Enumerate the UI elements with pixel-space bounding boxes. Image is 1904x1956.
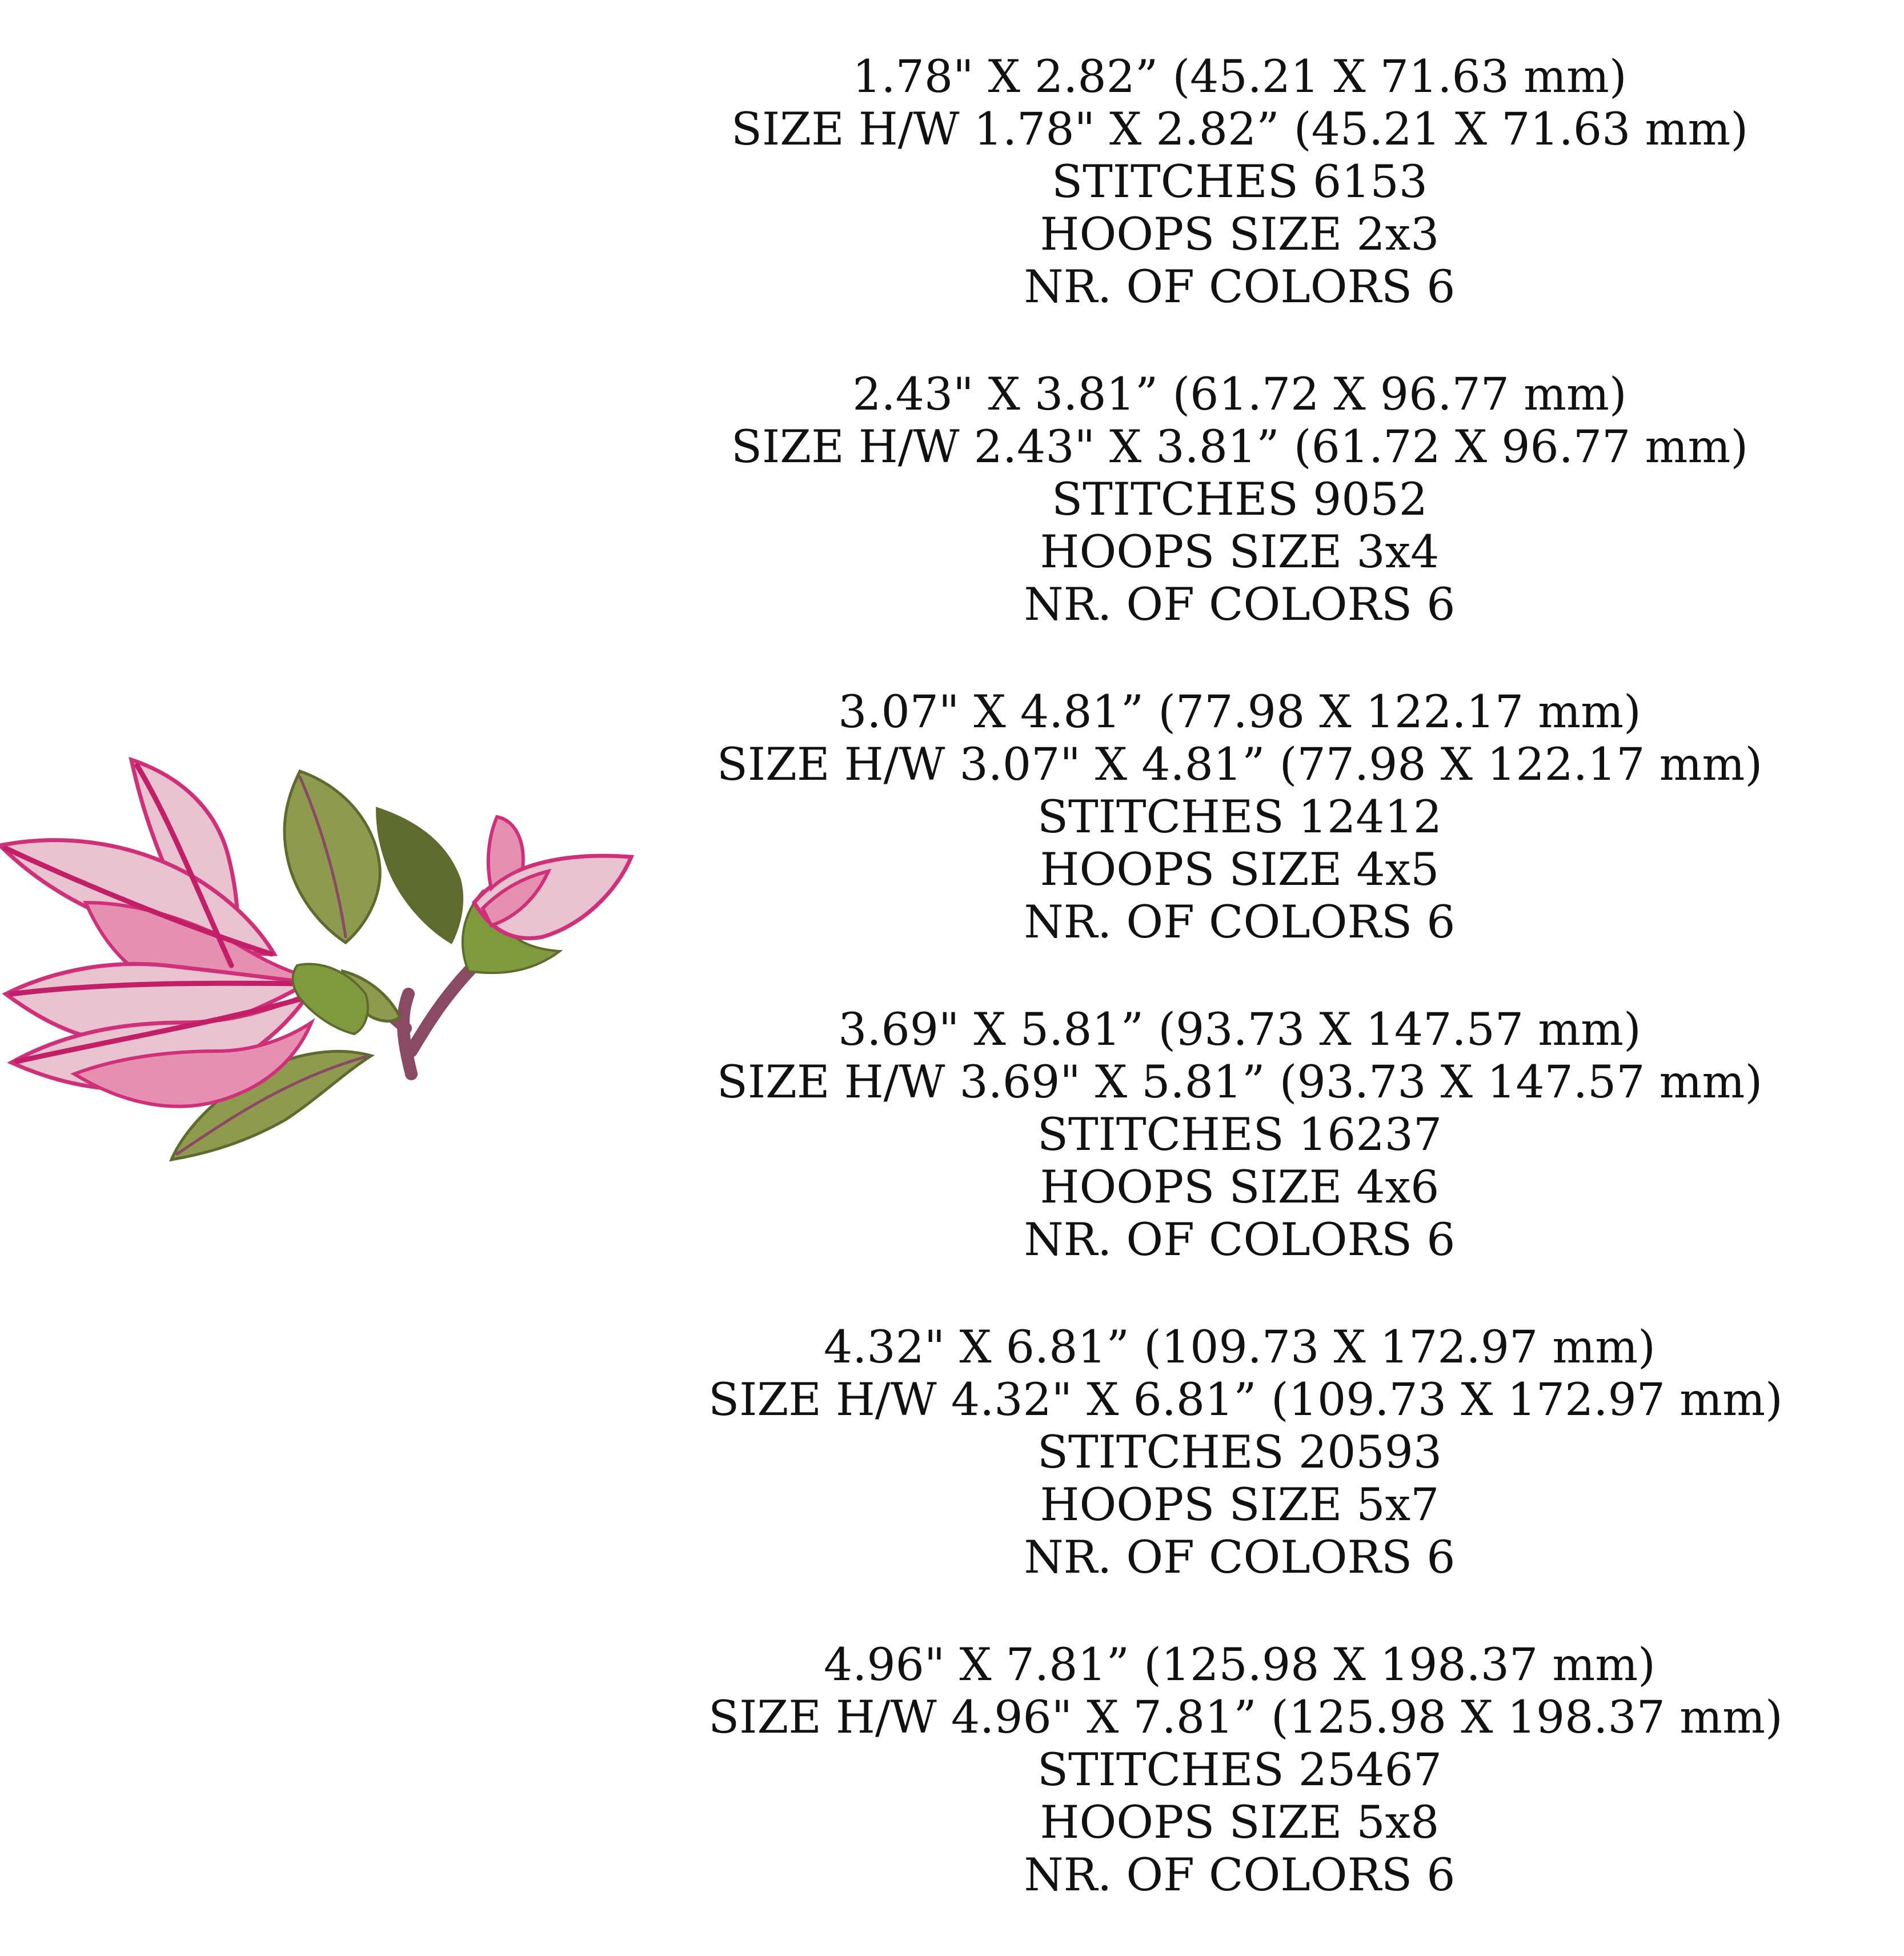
hoops-size-line: HOOPS SIZE 2x3 [1040, 208, 1440, 260]
size-block [708, 1003, 1771, 1266]
size-block [708, 50, 1771, 313]
stitches-line: STITCHES 20593 [1037, 1426, 1442, 1478]
dimensions-line: 4.32" X 6.81” (109.73 X 172.97 mm) [824, 1321, 1656, 1373]
size-hw-line: SIZE H/W 4.32" X 6.81” (109.73 X 172.97 mm) [708, 1373, 1783, 1426]
hoops-size-line: HOOPS SIZE 5x7 [1040, 1478, 1440, 1531]
stitches-line: STITCHES 25467 [1037, 1743, 1442, 1796]
hoops-size-line: HOOPS SIZE 3x4 [1040, 526, 1440, 578]
size-hw-line: SIZE H/W 1.78" X 2.82” (45.21 X 71.63 mm) [731, 103, 1749, 155]
stitches-line: STITCHES 9052 [1052, 473, 1428, 526]
stitches-line: STITCHES 16237 [1037, 1108, 1442, 1161]
hoops-size-line: HOOPS SIZE 5x8 [1040, 1796, 1440, 1849]
size-block [708, 1638, 1783, 1901]
dimensions-line: 4.96" X 7.81” (125.98 X 198.37 mm) [824, 1638, 1656, 1691]
hoops-size-line: HOOPS SIZE 4x5 [1040, 843, 1440, 896]
colors-count-line: NR. OF COLORS 6 [1024, 578, 1456, 631]
dimensions-line: 1.78" X 2.82” (45.21 X 71.63 mm) [852, 50, 1627, 103]
size-block [708, 1321, 1783, 1584]
size-hw-line: SIZE H/W 3.07" X 4.81” (77.98 X 122.17 mm) [716, 738, 1763, 791]
colors-count-line: NR. OF COLORS 6 [1024, 260, 1456, 313]
size-hw-line: SIZE H/W 2.43" X 3.81” (61.72 X 96.77 mm) [731, 420, 1749, 473]
bud-stem [411, 960, 480, 1051]
dimensions-line: 3.07" X 4.81” (77.98 X 122.17 mm) [838, 686, 1641, 738]
colors-count-line: NR. OF COLORS 6 [1024, 1531, 1456, 1584]
colors-count-line: NR. OF COLORS 6 [1024, 896, 1456, 948]
colors-count-line: NR. OF COLORS 6 [1024, 1849, 1456, 1901]
size-hw-line: SIZE H/W 4.96" X 7.81” (125.98 X 198.37 mm) [708, 1691, 1783, 1743]
size-hw-line: SIZE H/W 3.69" X 5.81” (93.73 X 147.57 mm) [716, 1056, 1763, 1108]
upper-leaf [284, 771, 380, 943]
colors-count-line: NR. OF COLORS 6 [1024, 1213, 1456, 1266]
dimensions-line: 2.43" X 3.81” (61.72 X 96.77 mm) [852, 368, 1627, 420]
right-leaf [377, 808, 462, 943]
hoops-size-line: HOOPS SIZE 4x6 [1040, 1161, 1440, 1213]
size-specifications [708, 50, 1783, 1956]
magnolia-embroidery-icon [0, 754, 640, 1177]
stitches-line: STITCHES 12412 [1037, 791, 1442, 843]
stitches-line: STITCHES 6153 [1052, 155, 1428, 208]
dimensions-line: 3.69" X 5.81” (93.73 X 147.57 mm) [838, 1003, 1641, 1056]
size-block [708, 368, 1771, 631]
size-block [708, 686, 1771, 948]
